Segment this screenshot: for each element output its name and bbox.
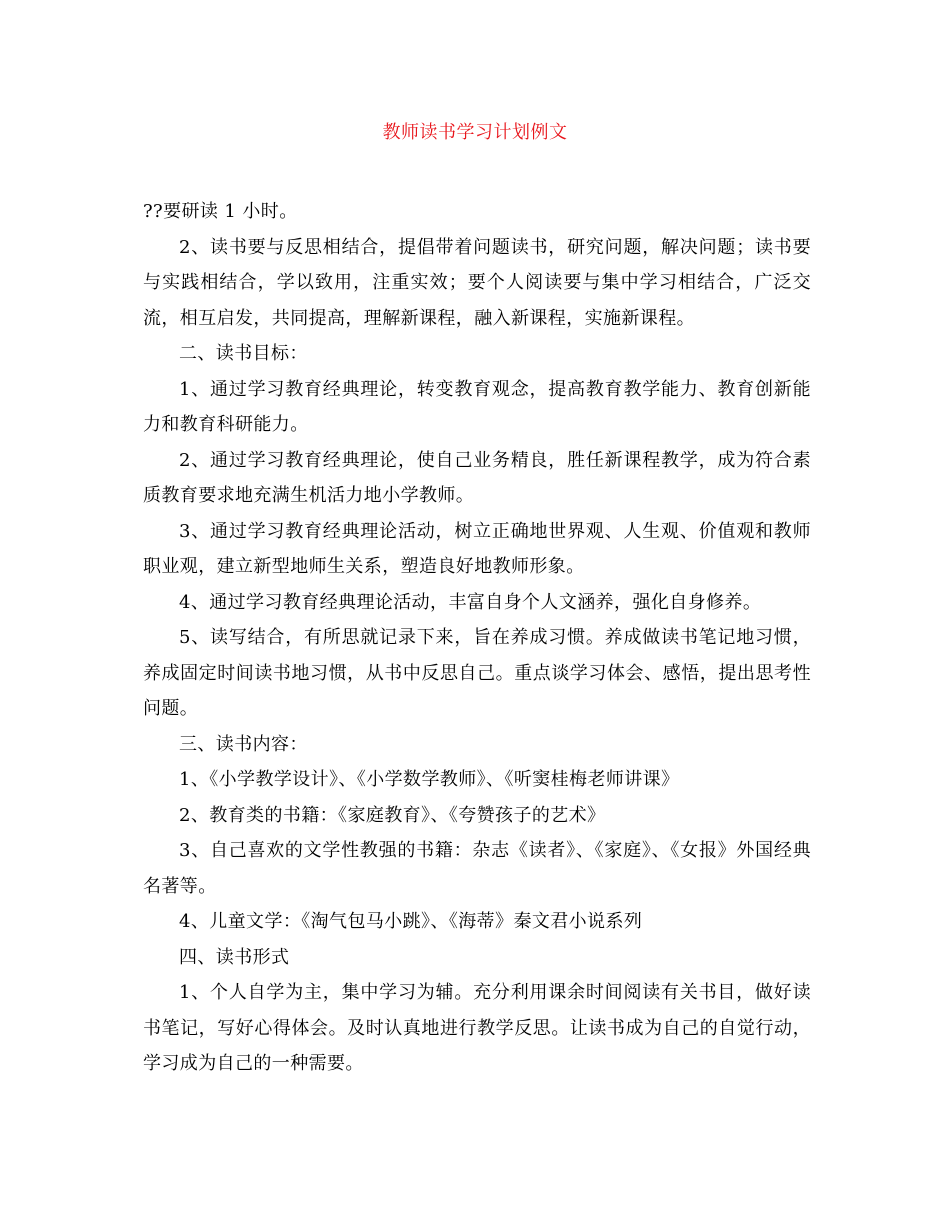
section-heading-content: 三、读书内容：: [179, 733, 308, 755]
paragraph-content-1: 1、《小学教学设计》、《小学数学教师》、《听窦桂梅老师讲课》: [179, 769, 680, 790]
paragraph-content-4: 4、儿童文学：《淘气包马小跳》、《海蒂》秦文君小说系列: [179, 911, 643, 932]
document-body: [143, 194, 811, 1082]
paragraph-2: 2、读书要与反思相结合，提倡带着问题读书，研究问题，解决问题；读书要与实践相结合，学以致用，注重实效；要个人阅读要与集中学习相结合，广泛交流，相互启发，共同提高，理解新课程，融入新课程，实施新课程。: [143, 236, 811, 329]
section-heading-form: 四、读书形式: [179, 946, 290, 968]
paragraph-goal-3: 3、通过学习教育经典理论活动，树立正确地世界观、人生观、价值观和教师职业观，建立新型地师生关系，塑造良好地教师形象。: [143, 520, 811, 577]
paragraph-goal-4: 4、通过学习教育经典理论活动，丰富自身个人文涵养，强化自身修养。: [179, 591, 762, 613]
paragraph-content-3: 3、自己喜欢的文学性教强的书籍：杂志《读者》、《家庭》、《女报》外国经典名著等。: [143, 840, 811, 897]
document-title: 教师读书学习计划例文: [382, 122, 568, 143]
section-heading-goals: 二、读书目标：: [179, 343, 308, 364]
paragraph-goal-5: 5、读写结合，有所思就记录下来，旨在养成习惯。养成做读书笔记地习惯，养成固定时间读书地习惯，从书中反思自己。重点谈学习体会、感悟，提出思考性问题。: [143, 627, 811, 719]
paragraph-content-2: 2、教育类的书籍：《家庭教育》、《夸赞孩子的艺术》: [179, 804, 606, 826]
paragraph-goal-2: 2、通过学习教育经典理论，使自己业务精良，胜任新课程教学，成为符合素质教育要求地充满生机活力地小学教师。: [143, 449, 811, 506]
paragraph-1: ??要研读 1 小时。: [143, 201, 298, 222]
paragraph-goal-1: 1、通过学习教育经典理论，转变教育观念，提高教育教学能力、教育创新能力和教育科研能力。: [143, 378, 811, 435]
paragraph-form-1: 1、个人自学为主，集中学习为辅。充分利用课余时间阅读有关书目，做好读书笔记，写好心得体会。及时认真地进行教学反思。让读书成为自己的自觉行动，学习成为自己的一种需要。: [143, 982, 811, 1074]
